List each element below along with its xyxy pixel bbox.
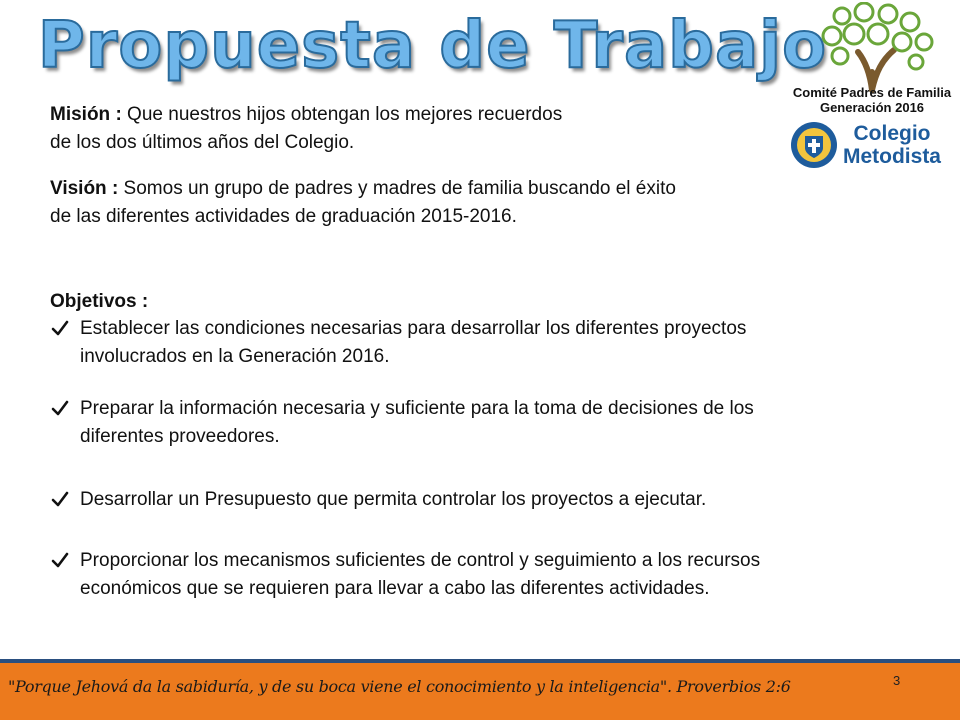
mision-label: Misión : [50, 104, 122, 125]
committee-name-line1: Comité Padres de Familia [792, 85, 952, 100]
school-name-line1: Colegio [853, 122, 931, 145]
school-name-line2: Metodista [842, 145, 942, 168]
footer-quote: "Porque Jehová da la sabiduría, y de su boca viene el conocimiento y la inteligencia". Proverbios 2:6 [8, 677, 791, 696]
school-crest-icon [791, 122, 837, 168]
mision-paragraph [50, 101, 570, 157]
vision-paragraph [50, 175, 690, 231]
check-icon [50, 489, 70, 509]
vision-label: Visión : [50, 178, 119, 199]
check-icon [50, 550, 70, 570]
committee-name-line2: Generación 2016 [819, 100, 925, 115]
objective-text: Establecer las condiciones necesarias para desarrollar los diferentes proyectos involucrados en la Generación 2016. [80, 318, 747, 367]
objetivos-heading: Objetivos : [50, 291, 149, 312]
slide-title: Propuesta de Trabajo [37, 9, 828, 83]
vision-text: Somos un grupo de padres y madres de familia buscando el éxito de las diferentes actividades de graduación 2015-2016. [50, 178, 676, 227]
objective-text: Desarrollar un Presupuesto que permita controlar los proyectos a ejecutar. [80, 489, 707, 510]
objective-text: Preparar la información necesaria y suficiente para la toma de decisiones de los diferentes proveedores. [80, 398, 754, 447]
committee-logo [780, 2, 960, 172]
footer-bar [0, 663, 960, 720]
mision-text: Que nuestros hijos obtengan los mejores recuerdos de los dos últimos años del Colegio. [50, 104, 563, 153]
check-icon [50, 398, 70, 418]
page-number: 3 [893, 673, 901, 688]
objective-text: Proporcionar los mecanismos suficientes de control y seguimiento a los recursos económicos que se requieren para llevar a cabo las diferentes actividades. [80, 550, 761, 599]
tree-icon [823, 3, 932, 90]
check-icon [50, 318, 70, 338]
